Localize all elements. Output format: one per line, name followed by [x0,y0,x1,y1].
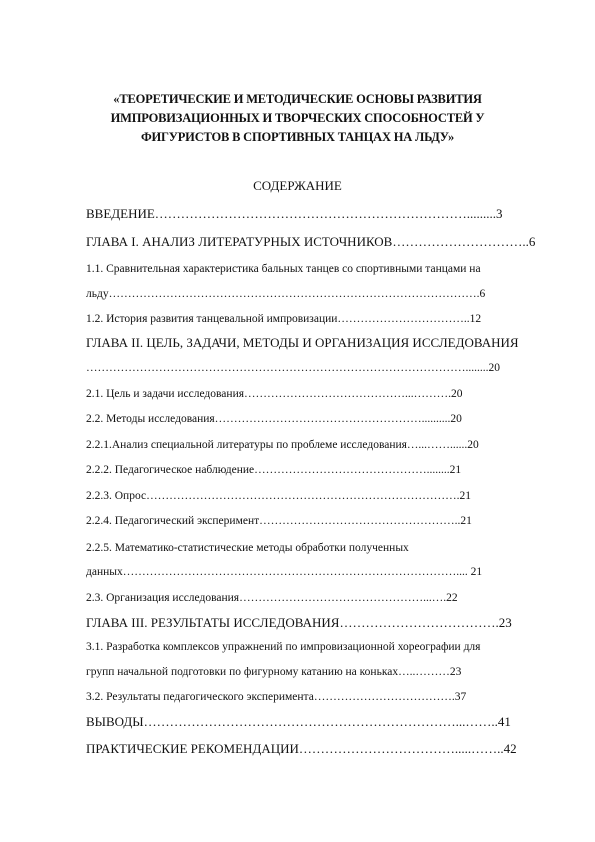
toc-line: 2.2.3. Опрос……………………………………………………………………….21 [86,490,471,502]
title-line: «ТЕОРЕТИЧЕСКИЕ И МЕТОДИЧЕСКИЕ ОСНОВЫ РАЗВИТИЯ [113,92,482,106]
toc-line: ВВЕДЕНИЕ……………………………………………………………….........3 [86,206,503,221]
toc-line: 2.1. Цель и задачи исследования……………………………………...……….20 [86,388,463,400]
toc-heading: СОДЕРЖАНИЕ [253,178,342,193]
toc-line: 2.2.1.Анализ специальной литературы по проблеме исследования…...……......20 [86,439,479,451]
toc-line: 2.2.2. Педагогическое наблюдение………………………………………........21 [86,464,462,476]
toc-line: 2.2.5. Математико-статистические методы обработки полученных [86,542,409,554]
toc-line: ВЫВОДЫ………………………………………………………………...……..41 [86,714,511,729]
title-line: ИМПРОВИЗАЦИОННЫХ И ТВОРЧЕСКИХ СПОСОБНОСТЕЙ У [110,111,485,125]
toc-line: 2.2.4. Педагогический эксперимент……………………………………………..21 [86,515,472,527]
document-title [100,90,495,147]
toc-line: ………………………………………………………………………………………........20 [86,362,500,374]
toc-line: данных…………………………………………………………………………….... 21 [86,566,483,578]
toc-line: 3.1. Разработка комплексов упражнений по импровизационной хореографии для [86,641,481,653]
toc-line: 1.1. Сравнительная характеристика бальных танцев со спортивными танцами на [86,263,481,275]
title-line: ФИГУРИСТОВ В СПОРТИВНЫХ ТАНЦАХ НА ЛЬДУ» [140,130,455,144]
toc-line: 2.2. Методы исследования………………………………………………..........20 [86,413,462,425]
toc-line: групп начальной подготовки по фигурному катанию на коньках…..………23 [86,666,462,678]
toc-line: льду…………………………………………………………………………………….6 [86,288,486,300]
toc-line: ГЛАВА I. АНАЛИЗ ЛИТЕРАТУРНЫХ ИСТОЧНИКОВ…………………………..6 [86,234,536,249]
toc-line: 3.2. Результаты педагогического эксперимента……………………………….37 [86,691,467,703]
toc-line: 2.3. Организация исследования…………………………………………...….22 [86,592,458,604]
toc-line: ГЛАВА II. ЦЕЛЬ, ЗАДАЧИ, МЕТОДЫ И ОРГАНИЗАЦИЯ ИССЛЕДОВАНИЯ [86,335,519,350]
toc-line: ПРАКТИЧЕСКИЕ РЕКОМЕНДАЦИИ……………………………….....……..42 [86,741,517,756]
toc-line: ГЛАВА III. РЕЗУЛЬТАТЫ ИССЛЕДОВАНИЯ……………………………….23 [86,615,512,630]
toc-line: 1.2. История развития танцевальной импровизации……………………………..12 [86,313,482,325]
